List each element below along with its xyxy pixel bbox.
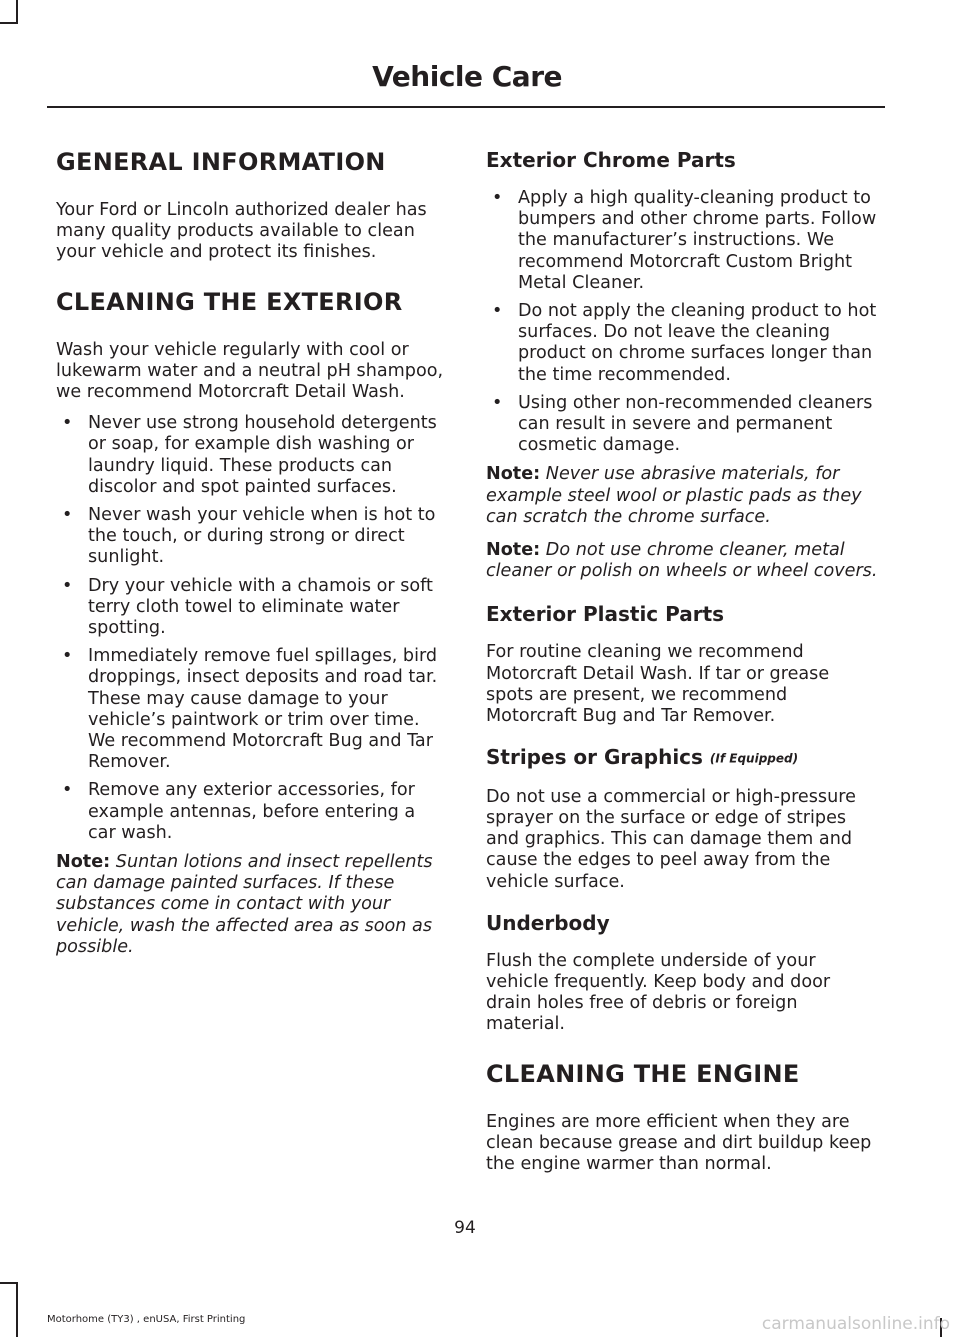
- bullet-icon: •: [492, 392, 503, 413]
- list-item: • Immediately remove fuel spillages, bird droppings, insect deposits and road tar. These may cause damage to your vehicle’s paintwork or trim over time. We recommend Motorcraft Bug and Tar Remover.: [62, 646, 438, 773]
- cleaning-exterior-text: Wash your vehicle regularly with cool or lukewarm water and a neutral pH shampoo, we recommend Motorcraft Detail Wash.: [56, 339, 444, 403]
- left-column: [56, 146, 448, 970]
- bullet-icon: •: [492, 301, 503, 322]
- cleaning-engine-heading: CLEANING THE ENGINE: [486, 1059, 800, 1088]
- list-item: • Never wash your vehicle when is hot to the touch, or during strong or direct sunlight.: [62, 505, 436, 568]
- crop-mark-bottom-left-h: [0, 1282, 18, 1284]
- note-text: Do not use chrome cleaner, metal cleaner or polish on wheels or wheel covers.: [486, 540, 878, 582]
- header-divider: [47, 106, 885, 108]
- suntan-note: [56, 852, 448, 958]
- bullet-icon: •: [62, 575, 73, 596]
- page-number: 94: [454, 1218, 476, 1238]
- stripes-graphics-heading: Stripes or Graphics (If Equipped): [486, 745, 799, 770]
- note-text: Never use abrasive materials, for example steel wool or plastic pads as they can scratch the chrome surface.: [486, 464, 862, 527]
- underbody-text: Flush the complete underside of your vehicle frequently. Keep body and door drain holes free of debris or foreign material.: [486, 950, 831, 1035]
- crop-mark-top-left-h: [0, 22, 18, 24]
- underbody-heading: Underbody: [486, 910, 610, 935]
- bullet-icon: •: [492, 188, 503, 208]
- if-equipped-label: (If Equipped): [709, 751, 799, 766]
- plastic-parts-text: For routine cleaning we recommend Motorcraft Detail Wash. If tar or grease spots are present, we recommend Motorcraft Bug and Tar Remover.: [486, 642, 830, 727]
- list-item: • Never use strong household detergents or soap, for example dish washing or laundry liquid. These products can discolor and spot painted surfaces.: [62, 413, 437, 497]
- general-information-text: Your Ford or Lincoln authorized dealer has many quality products available to clean your vehicle and protect its finishes.: [56, 200, 427, 263]
- note-text: Suntan lotions and insect repellents can damage painted surfaces. If these substances come in contact with your vehicle, wash the affected area as soon as possible.: [56, 852, 433, 957]
- plastic-parts-heading: Exterior Plastic Parts: [486, 602, 725, 627]
- list-item: • Using other non-recommended cleaners can result in severe and permanent cosmetic damage.: [492, 392, 873, 456]
- bullet-icon: •: [62, 413, 73, 434]
- wheel-cleaner-note: [486, 540, 880, 582]
- bullet-icon: •: [62, 780, 73, 801]
- bullet-icon: •: [62, 505, 73, 526]
- abrasive-note: [486, 464, 880, 528]
- note-label: Note:: [486, 540, 541, 561]
- crop-mark-top-left: [16, 0, 18, 22]
- list-item: • Do not apply the cleaning product to hot surfaces. Do not leave the cleaning product on chrome surfaces longer than the time recommended.: [492, 301, 877, 385]
- exterior-bullet-list: [56, 413, 448, 844]
- list-item: • Remove any exterior accessories, for example antennas, before entering a car wash.: [62, 780, 416, 843]
- note-label: Note:: [486, 464, 541, 485]
- note-label: Note:: [56, 852, 111, 873]
- chrome-bullet-list: [486, 188, 880, 456]
- stripes-graphics-text: Do not use a commercial or high-pressure sprayer on the surface or edge of stripes and graphics. This can damage them and cause the edges to peel away from the vehicle surface.: [486, 786, 856, 892]
- general-information-heading: GENERAL INFORMATION: [56, 148, 386, 176]
- chrome-parts-heading: Exterior Chrome Parts: [486, 148, 736, 172]
- crop-mark-bottom-left: [16, 1282, 18, 1337]
- cleaning-exterior-heading: CLEANING THE EXTERIOR: [56, 287, 403, 316]
- list-item: • Dry your vehicle with a chamois or soft terry cloth towel to eliminate water spotting.: [62, 575, 433, 639]
- right-column: [486, 146, 880, 1197]
- page-header-title: Vehicle Care: [372, 60, 562, 93]
- cleaning-engine-text: Engines are more efficient when they are clean because grease and dirt buildup keep the engine warmer than normal.: [486, 1111, 872, 1174]
- bullet-icon: •: [62, 646, 73, 667]
- list-item: • Apply a high quality-cleaning product to bumpers and other chrome parts. Follow the manufacturer’s instructions. We recommend Motorcraft Custom Bright Metal Cleaner.: [492, 188, 877, 293]
- watermark: carmanualsonline.info: [761, 1314, 950, 1334]
- footer-text: Motorhome (TY3) , enUSA, First Printing: [47, 1314, 246, 1325]
